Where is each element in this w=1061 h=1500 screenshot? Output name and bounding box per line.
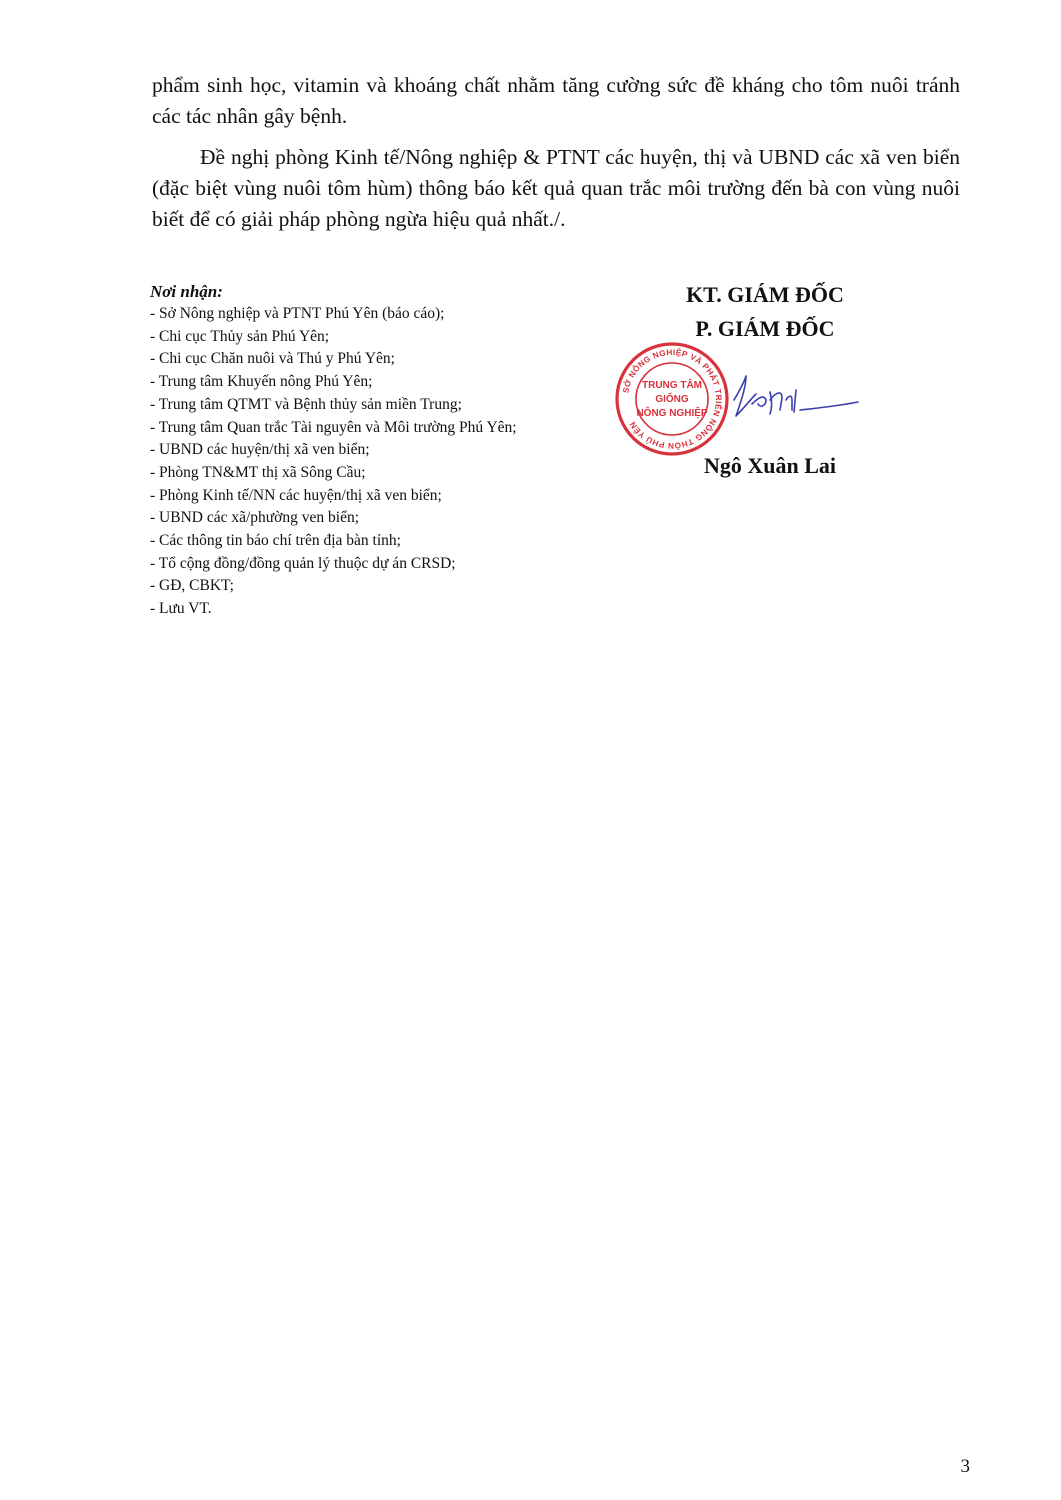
body-paragraph-2: Đề nghị phòng Kinh tế/Nông nghiệp & PTNT các huyện, thị và UBND các xã ven biển (đặc biệt vùng nuôi tôm hùm) thông báo kết quả quan trắc môi trường đến bà con vùng nuôi biết để có giải pháp phòng ngừa hiệu quả nhất./. (152, 145, 960, 231)
handwritten-signature (730, 370, 860, 430)
recipients-block (150, 281, 590, 621)
recipient-item: - Trung tâm QTMT và Bệnh thủy sản miền Trung; (150, 395, 462, 413)
svg-text:SỞ NÔNG NGHIỆP VÀ PHÁT TRIỂN N: SỞ NÔNG NGHIỆP VÀ PHÁT TRIỂN NÔNG THÔN PHÚ YÊN (621, 347, 724, 451)
recipient-item: - Trung tâm Quan trắc Tài nguyên và Môi trường Phú Yên; (150, 418, 517, 436)
body-paragraph-1: phẩm sinh học, vitamin và khoáng chất nhằm tăng cường sức đề kháng cho tôm nuôi tránh các tác nhân gây bệnh. (152, 73, 960, 128)
svg-text:TRUNG TÂM: TRUNG TÂM (642, 380, 702, 391)
recipient-item: - UBND các xã/phường ven biển; (150, 509, 360, 527)
svg-text:GIỐNG: GIỐNG (655, 394, 689, 405)
recipient-item: - Phòng TN&MT thị xã Sông Cầu; (150, 463, 366, 481)
recipient-item: - Lưu VT. (150, 600, 212, 618)
signer-name: Ngô Xuân Lai (703, 453, 837, 478)
svg-text:NÔNG NGHIỆP: NÔNG NGHIỆP (636, 408, 708, 419)
recipient-item: - UBND các huyện/thị xã ven biển; (150, 441, 370, 459)
signer-role-line-1: KT. GIÁM ĐỐC (686, 282, 844, 307)
recipient-item: - Sở Nông nghiệp và PTNT Phú Yên (báo cáo); (150, 305, 445, 322)
recipient-item: - Chi cục Thủy sản Phú Yên; (150, 327, 330, 345)
recipients-title: Nơi nhận: (150, 282, 223, 301)
recipients-list (150, 303, 590, 621)
page-number: 3 (960, 1456, 970, 1477)
recipient-item: - Tổ cộng đồng/đồng quản lý thuộc dự án CRSD; (150, 554, 456, 572)
recipient-item: - GĐ, CBKT; (150, 577, 234, 595)
official-stamp-seal (614, 341, 730, 457)
recipient-item: - Trung tâm Khuyến nông Phú Yên; (150, 373, 373, 391)
signer-role-line-2: P. GIÁM ĐỐC (695, 316, 835, 341)
recipient-item: - Các thông tin báo chí trên địa bàn tỉnh; (150, 532, 401, 550)
recipient-item: - Phòng Kinh tế/NN các huyện/thị xã ven biển; (150, 486, 442, 504)
recipient-item: - Chi cục Chăn nuôi và Thú y Phú Yên; (150, 350, 395, 368)
